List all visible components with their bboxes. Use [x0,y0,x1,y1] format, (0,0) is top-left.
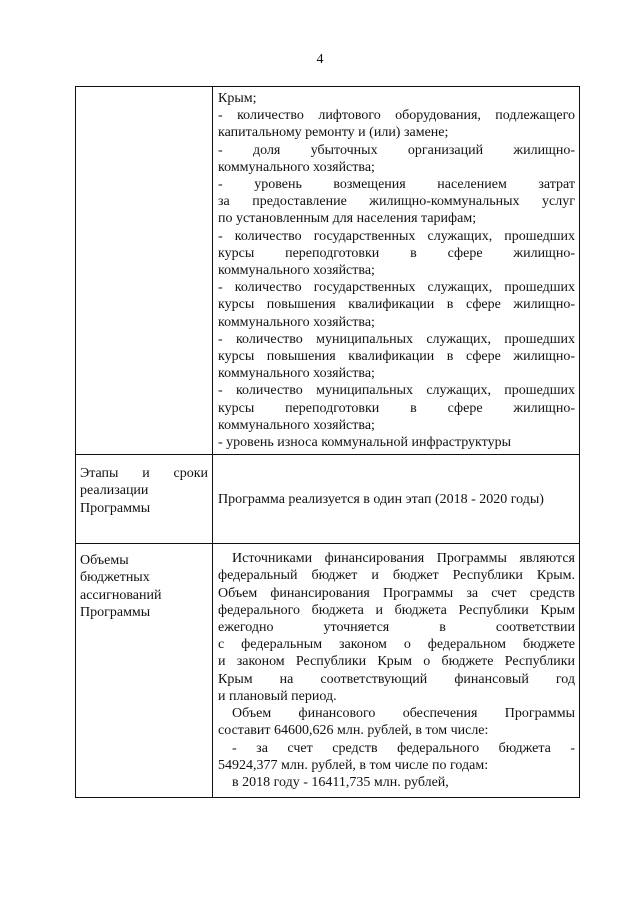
content-text-line: Объем финансирования Программы за счет средств [218,585,575,601]
content-text-line: - за счет средств федерального бюджета - [232,740,575,756]
content-text-line: - количество муниципальных служащих, прошедших [218,383,575,399]
content-text-line: и законом Республики Крым о бюджете Республики [218,654,575,670]
table-row-funding [76,544,580,798]
content-text-line: коммунального хозяйства; [218,314,375,330]
indicators-list-cell [213,87,580,455]
content-text-line: курсы переподготовки в сфере жилищно- [218,400,575,416]
content-text-line: - доля убыточных организаций жилищно- [218,142,575,158]
content-text-line: федерального бюджета и бюджета Республики Крым [218,602,575,618]
page-number: 4 [316,52,324,67]
label-text-line: бюджетных [80,570,150,586]
content-text-line: Программа реализуется в один этап (2018 - 2020 годы) [218,491,544,507]
content-text-line: Крым на соответствующий финансовый год [218,671,575,687]
table-row-stages [76,455,580,544]
funding-label-cell [76,544,213,798]
funding-content-cell [213,544,580,798]
content-text-line: курсы повышения квалификации в сфере жилищно- [218,349,575,365]
stages-label-cell [76,455,213,544]
content-text-line: 54924,377 млн. рублей, в том числе по годам: [218,757,489,773]
label-text-line: Этапы и сроки [80,466,208,482]
program-passport-table [75,86,580,798]
content-text-line: курсы повышения квалификации в сфере жилищно- [218,297,575,313]
table-row-indicators [76,87,580,455]
content-text-line: коммунального хозяйства; [218,159,375,175]
label-cell [76,87,213,455]
content-text-line: и плановый период. [218,688,337,704]
content-text-line: капитальному ремонту и (или) замене; [218,125,449,141]
label-text-line: реализации [80,483,149,499]
content-text-line: - уровень возмещения населением затрат [218,177,575,193]
content-text-line: курсы переподготовки в сфере жилищно- [218,245,575,261]
content-text-line: - количество лифтового оборудования, подлежащего [218,108,575,124]
content-text-line: - количество муниципальных служащих, прошедших [218,331,575,347]
stages-content-cell [213,455,580,544]
label-text-line: Программы [80,604,151,620]
label-text-line: Программы [80,500,151,516]
content-text-line: за предоставление жилищно-коммунальных услуг [218,194,575,210]
content-text-line: коммунального хозяйства; [218,417,375,433]
content-text-line: Объем финансового обеспечения Программы [232,706,575,722]
content-text-line: с федеральным законом о федеральном бюджете [218,637,575,653]
content-text-line: коммунального хозяйства; [218,366,375,382]
content-text-line: составит 64600,626 млн. рублей, в том числе: [218,723,489,739]
label-text-line: ассигнований [80,587,162,603]
content-text-line: - количество государственных служащих, прошедших [218,280,575,296]
content-text-line: в 2018 году - 16411,735 млн. рублей, [232,774,449,790]
content-text-line: по установленным для населения тарифам; [218,211,477,227]
content-text-line: федеральный бюджет и бюджет Республики Крым. [218,568,575,584]
content-text-line: - количество государственных служащих, прошедших [218,228,575,244]
content-text-line: Источниками финансирования Программы являются [232,551,575,567]
content-text-line: коммунального хозяйства; [218,263,375,279]
content-text-line: Крым; [218,91,257,106]
content-text-line: ежегодно уточняется в соответствии [218,620,575,636]
content-text-line: - уровень износа коммунальной инфраструктуры [218,435,512,451]
label-text-line: Объемы [80,553,129,569]
